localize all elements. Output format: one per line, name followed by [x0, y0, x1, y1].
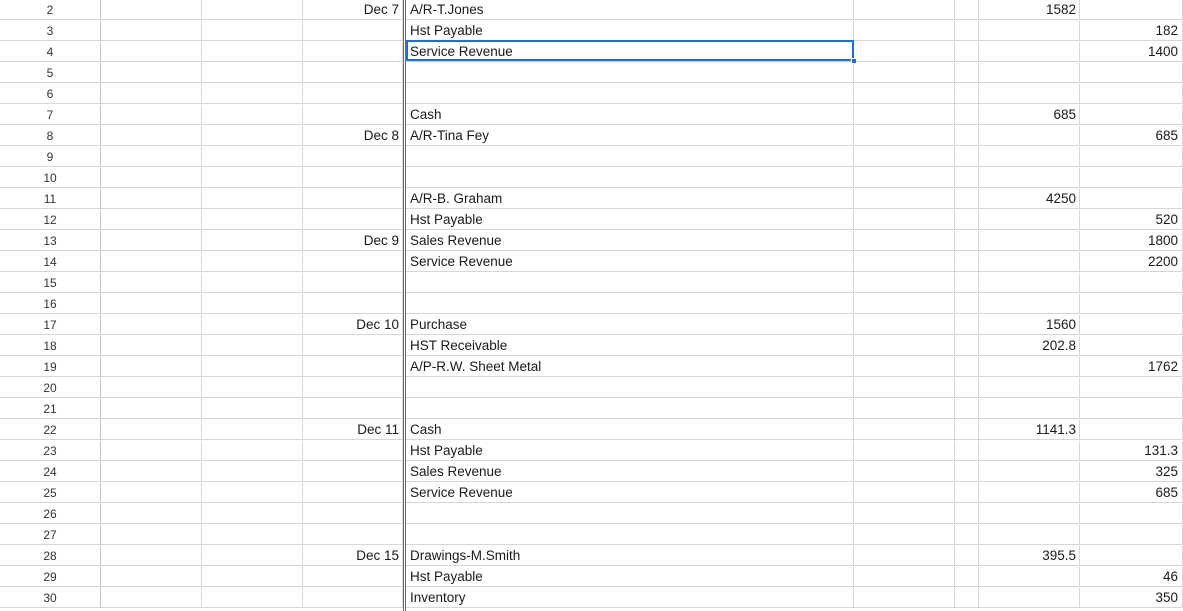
account-cell[interactable]: [406, 294, 854, 314]
account-cell[interactable]: Service Revenue: [406, 483, 854, 503]
cell[interactable]: [854, 462, 955, 482]
cell[interactable]: [202, 483, 303, 503]
date-cell[interactable]: [303, 357, 403, 377]
cell[interactable]: [101, 21, 202, 41]
table-row: [0, 588, 1183, 609]
cell[interactable]: [854, 231, 955, 251]
cell[interactable]: [854, 63, 955, 83]
debit-cell[interactable]: 395.5: [979, 546, 1080, 566]
credit-cell[interactable]: 685: [1080, 126, 1183, 146]
cell[interactable]: [202, 273, 303, 293]
cell[interactable]: [202, 84, 303, 104]
credit-cell[interactable]: [1080, 504, 1183, 524]
fill-handle[interactable]: [851, 58, 857, 64]
cell[interactable]: [955, 399, 979, 419]
account-cell[interactable]: [406, 168, 854, 188]
table-row: [0, 42, 1183, 63]
account-cell[interactable]: Purchase: [406, 315, 854, 335]
cell[interactable]: [854, 294, 955, 314]
date-cell[interactable]: [303, 273, 403, 293]
cell[interactable]: [202, 357, 303, 377]
date-cell[interactable]: [303, 399, 403, 419]
cell[interactable]: [955, 105, 979, 125]
date-cell[interactable]: [303, 504, 403, 524]
cell[interactable]: [854, 168, 955, 188]
credit-cell[interactable]: 685: [1080, 483, 1183, 503]
cell[interactable]: [854, 0, 955, 20]
date-cell[interactable]: [303, 336, 403, 356]
date-cell[interactable]: [303, 441, 403, 461]
credit-cell[interactable]: [1080, 168, 1183, 188]
date-cell[interactable]: Dec 11: [303, 420, 403, 440]
table-row: [0, 483, 1183, 504]
credit-cell[interactable]: [1080, 525, 1183, 545]
credit-cell[interactable]: 325: [1080, 462, 1183, 482]
row-header[interactable]: 11: [0, 189, 101, 209]
credit-cell[interactable]: [1080, 294, 1183, 314]
row-header[interactable]: 25: [0, 483, 101, 503]
row-header[interactable]: 29: [0, 567, 101, 587]
debit-cell[interactable]: [979, 294, 1080, 314]
date-cell[interactable]: [303, 105, 403, 125]
date-cell[interactable]: [303, 483, 403, 503]
credit-cell[interactable]: 1762: [1080, 357, 1183, 377]
cell[interactable]: [955, 420, 979, 440]
account-cell[interactable]: Service Revenue: [406, 42, 854, 62]
cell[interactable]: [854, 42, 955, 62]
row-header[interactable]: 4: [0, 42, 101, 62]
cell[interactable]: [101, 588, 202, 608]
cell[interactable]: [854, 525, 955, 545]
account-cell[interactable]: Cash: [406, 420, 854, 440]
row-header[interactable]: 3: [0, 21, 101, 41]
debit-cell[interactable]: [979, 504, 1080, 524]
debit-cell[interactable]: 202.8: [979, 336, 1080, 356]
row-header[interactable]: 7: [0, 105, 101, 125]
cell[interactable]: [202, 42, 303, 62]
cell[interactable]: [854, 210, 955, 230]
cell[interactable]: [202, 588, 303, 608]
table-row: [0, 378, 1183, 399]
account-cell[interactable]: [406, 84, 854, 104]
cell[interactable]: [101, 105, 202, 125]
cell[interactable]: [101, 294, 202, 314]
cell[interactable]: [955, 0, 979, 20]
double-border-line: [403, 0, 406, 611]
debit-cell[interactable]: [979, 63, 1080, 83]
cell[interactable]: [955, 294, 979, 314]
cell[interactable]: [955, 567, 979, 587]
cell[interactable]: [101, 210, 202, 230]
account-cell[interactable]: [406, 147, 854, 167]
row-header[interactable]: 17: [0, 315, 101, 335]
table-row: [0, 168, 1183, 189]
cell[interactable]: [955, 588, 979, 608]
cell[interactable]: [101, 525, 202, 545]
date-cell[interactable]: Dec 10: [303, 315, 403, 335]
cell[interactable]: [101, 315, 202, 335]
cell[interactable]: [955, 84, 979, 104]
debit-cell[interactable]: [979, 462, 1080, 482]
cell[interactable]: [955, 21, 979, 41]
date-cell[interactable]: [303, 567, 403, 587]
row-header[interactable]: 24: [0, 462, 101, 482]
cell[interactable]: [854, 420, 955, 440]
credit-cell[interactable]: [1080, 420, 1183, 440]
cell[interactable]: [854, 378, 955, 398]
cell[interactable]: [202, 462, 303, 482]
table-row: [0, 147, 1183, 168]
table-row: [0, 336, 1183, 357]
cell[interactable]: [101, 546, 202, 566]
account-cell[interactable]: Cash: [406, 105, 854, 125]
cell[interactable]: [955, 147, 979, 167]
date-cell[interactable]: [303, 84, 403, 104]
date-cell[interactable]: [303, 21, 403, 41]
table-row: [0, 399, 1183, 420]
cell[interactable]: [854, 336, 955, 356]
cell[interactable]: [202, 504, 303, 524]
row-header[interactable]: 9: [0, 147, 101, 167]
credit-cell[interactable]: [1080, 84, 1183, 104]
cell[interactable]: [955, 63, 979, 83]
table-row: [0, 504, 1183, 525]
cell[interactable]: [955, 168, 979, 188]
table-row: [0, 126, 1183, 147]
debit-cell[interactable]: [979, 168, 1080, 188]
debit-cell[interactable]: [979, 378, 1080, 398]
account-cell[interactable]: Inventory: [406, 588, 854, 608]
row-header[interactable]: 12: [0, 210, 101, 230]
debit-cell[interactable]: [979, 525, 1080, 545]
date-cell[interactable]: [303, 252, 403, 272]
row-header[interactable]: 15: [0, 273, 101, 293]
date-cell[interactable]: Dec 9: [303, 231, 403, 251]
account-cell[interactable]: [406, 525, 854, 545]
cell[interactable]: [202, 336, 303, 356]
cell[interactable]: [202, 0, 303, 20]
cell[interactable]: [955, 42, 979, 62]
date-cell[interactable]: [303, 42, 403, 62]
debit-cell[interactable]: [979, 483, 1080, 503]
table-row: [0, 294, 1183, 315]
cell[interactable]: [101, 0, 202, 20]
account-cell[interactable]: A/R-T.Jones: [406, 0, 854, 20]
account-cell[interactable]: Hst Payable: [406, 21, 854, 41]
debit-cell[interactable]: [979, 273, 1080, 293]
cell[interactable]: [202, 441, 303, 461]
account-cell[interactable]: A/R-B. Graham: [406, 189, 854, 209]
account-cell[interactable]: HST Receivable: [406, 336, 854, 356]
account-cell[interactable]: [406, 273, 854, 293]
row-header[interactable]: 22: [0, 420, 101, 440]
cell[interactable]: [202, 315, 303, 335]
row-header[interactable]: 16: [0, 294, 101, 314]
cell[interactable]: [955, 462, 979, 482]
credit-cell[interactable]: [1080, 315, 1183, 335]
row-header[interactable]: 5: [0, 63, 101, 83]
cell[interactable]: [101, 84, 202, 104]
cell[interactable]: [854, 483, 955, 503]
credit-cell[interactable]: 1400: [1080, 42, 1183, 62]
cell[interactable]: [955, 336, 979, 356]
cell[interactable]: [101, 273, 202, 293]
table-row: [0, 231, 1183, 252]
table-row: [0, 546, 1183, 567]
debit-cell[interactable]: [979, 441, 1080, 461]
cell[interactable]: [955, 357, 979, 377]
date-cell[interactable]: [303, 210, 403, 230]
debit-cell[interactable]: [979, 147, 1080, 167]
cell[interactable]: [955, 189, 979, 209]
credit-cell[interactable]: 520: [1080, 210, 1183, 230]
row-header[interactable]: 30: [0, 588, 101, 608]
date-cell[interactable]: Dec 15: [303, 546, 403, 566]
date-cell[interactable]: [303, 294, 403, 314]
row-header[interactable]: 23: [0, 441, 101, 461]
cell[interactable]: [854, 546, 955, 566]
cell[interactable]: [854, 273, 955, 293]
table-row: [0, 567, 1183, 588]
date-cell[interactable]: Dec 8: [303, 126, 403, 146]
cell[interactable]: [854, 567, 955, 587]
debit-cell[interactable]: [979, 588, 1080, 608]
table-row: [0, 357, 1183, 378]
credit-cell[interactable]: [1080, 273, 1183, 293]
table-row: [0, 420, 1183, 441]
debit-cell[interactable]: [979, 84, 1080, 104]
credit-cell[interactable]: [1080, 0, 1183, 20]
cell[interactable]: [202, 567, 303, 587]
cell[interactable]: [202, 294, 303, 314]
table-row: [0, 210, 1183, 231]
account-cell[interactable]: Hst Payable: [406, 441, 854, 461]
cell[interactable]: [101, 357, 202, 377]
cell[interactable]: [854, 315, 955, 335]
table-row: [0, 84, 1183, 105]
debit-cell[interactable]: [979, 21, 1080, 41]
cell[interactable]: [202, 525, 303, 545]
cell[interactable]: [101, 399, 202, 419]
credit-cell[interactable]: 350: [1080, 588, 1183, 608]
credit-cell[interactable]: [1080, 63, 1183, 83]
account-cell[interactable]: A/P-R.W. Sheet Metal: [406, 357, 854, 377]
debit-cell[interactable]: [979, 231, 1080, 251]
cell[interactable]: [202, 168, 303, 188]
date-cell[interactable]: [303, 525, 403, 545]
date-cell[interactable]: [303, 588, 403, 608]
cell[interactable]: [854, 21, 955, 41]
cell[interactable]: [854, 357, 955, 377]
cell[interactable]: [101, 504, 202, 524]
cell[interactable]: [955, 273, 979, 293]
date-cell[interactable]: [303, 462, 403, 482]
debit-cell[interactable]: [979, 252, 1080, 272]
credit-cell[interactable]: 46: [1080, 567, 1183, 587]
account-cell[interactable]: A/R-Tina Fey: [406, 126, 854, 146]
debit-cell[interactable]: [979, 210, 1080, 230]
row-header[interactable]: 8: [0, 126, 101, 146]
cell[interactable]: [101, 63, 202, 83]
date-cell[interactable]: [303, 378, 403, 398]
table-row: [0, 63, 1183, 84]
cell[interactable]: [101, 336, 202, 356]
cell[interactable]: [854, 126, 955, 146]
row-header[interactable]: 19: [0, 357, 101, 377]
cell[interactable]: [101, 189, 202, 209]
account-cell[interactable]: [406, 504, 854, 524]
cell[interactable]: [854, 588, 955, 608]
credit-cell[interactable]: [1080, 336, 1183, 356]
table-row: [0, 273, 1183, 294]
table-row: [0, 189, 1183, 210]
cell[interactable]: [854, 252, 955, 272]
date-cell[interactable]: Dec 7: [303, 0, 403, 20]
table-row: [0, 441, 1183, 462]
debit-cell[interactable]: [979, 399, 1080, 419]
row-header[interactable]: 27: [0, 525, 101, 545]
cell[interactable]: [202, 231, 303, 251]
cell[interactable]: [202, 189, 303, 209]
row-header[interactable]: 10: [0, 168, 101, 188]
credit-cell[interactable]: [1080, 399, 1183, 419]
cell[interactable]: [955, 504, 979, 524]
cell[interactable]: [955, 231, 979, 251]
account-cell[interactable]: Hst Payable: [406, 210, 854, 230]
account-cell[interactable]: [406, 399, 854, 419]
table-row: [0, 21, 1183, 42]
cell[interactable]: [202, 546, 303, 566]
cell[interactable]: [854, 84, 955, 104]
debit-cell[interactable]: [979, 42, 1080, 62]
credit-cell[interactable]: [1080, 378, 1183, 398]
cell[interactable]: [955, 252, 979, 272]
cell[interactable]: [101, 462, 202, 482]
cell[interactable]: [101, 378, 202, 398]
debit-cell[interactable]: [979, 357, 1080, 377]
cell[interactable]: [854, 147, 955, 167]
cell[interactable]: [101, 42, 202, 62]
cell[interactable]: [955, 378, 979, 398]
cell[interactable]: [955, 210, 979, 230]
credit-cell[interactable]: [1080, 189, 1183, 209]
table-row: [0, 315, 1183, 336]
cell[interactable]: [202, 147, 303, 167]
cell[interactable]: [854, 105, 955, 125]
cell[interactable]: [202, 399, 303, 419]
account-cell[interactable]: [406, 63, 854, 83]
account-cell[interactable]: Drawings-M.Smith: [406, 546, 854, 566]
cell[interactable]: [955, 525, 979, 545]
cell[interactable]: [955, 315, 979, 335]
row-header[interactable]: 21: [0, 399, 101, 419]
row-header[interactable]: 6: [0, 84, 101, 104]
table-row: [0, 462, 1183, 483]
account-cell[interactable]: Service Revenue: [406, 252, 854, 272]
row-header[interactable]: 18: [0, 336, 101, 356]
cell[interactable]: [101, 168, 202, 188]
table-row: [0, 252, 1183, 273]
debit-cell[interactable]: 1141.3: [979, 420, 1080, 440]
cell[interactable]: [101, 483, 202, 503]
row-header[interactable]: 20: [0, 378, 101, 398]
date-cell[interactable]: [303, 189, 403, 209]
cell[interactable]: [955, 546, 979, 566]
credit-cell[interactable]: 131.3: [1080, 441, 1183, 461]
debit-cell[interactable]: 1560: [979, 315, 1080, 335]
cell[interactable]: [955, 126, 979, 146]
cell[interactable]: [202, 420, 303, 440]
cell[interactable]: [955, 441, 979, 461]
cell[interactable]: [854, 441, 955, 461]
table-row: [0, 105, 1183, 126]
date-cell[interactable]: [303, 147, 403, 167]
cell[interactable]: [955, 483, 979, 503]
row-header[interactable]: 28: [0, 546, 101, 566]
credit-cell[interactable]: [1080, 546, 1183, 566]
cell[interactable]: [101, 567, 202, 587]
cell[interactable]: [202, 105, 303, 125]
row-header[interactable]: 26: [0, 504, 101, 524]
cell[interactable]: [101, 252, 202, 272]
row-header[interactable]: 13: [0, 231, 101, 251]
cell[interactable]: [202, 252, 303, 272]
debit-cell[interactable]: 4250: [979, 189, 1080, 209]
cell[interactable]: [854, 504, 955, 524]
date-cell[interactable]: [303, 63, 403, 83]
credit-cell[interactable]: [1080, 147, 1183, 167]
cell[interactable]: [854, 399, 955, 419]
cell[interactable]: [202, 378, 303, 398]
cell[interactable]: [854, 189, 955, 209]
debit-cell[interactable]: [979, 567, 1080, 587]
date-cell[interactable]: [303, 168, 403, 188]
account-cell[interactable]: Sales Revenue: [406, 462, 854, 482]
cell[interactable]: [101, 126, 202, 146]
credit-cell[interactable]: [1080, 105, 1183, 125]
table-row: [0, 525, 1183, 546]
credit-cell[interactable]: 2200: [1080, 252, 1183, 272]
debit-cell[interactable]: 1582: [979, 0, 1080, 20]
credit-cell[interactable]: 1800: [1080, 231, 1183, 251]
cell[interactable]: [202, 21, 303, 41]
cell[interactable]: [101, 441, 202, 461]
table-row: [0, 0, 1183, 21]
debit-cell[interactable]: 685: [979, 105, 1080, 125]
account-cell[interactable]: [406, 378, 854, 398]
cell[interactable]: [101, 147, 202, 167]
row-header[interactable]: 2: [0, 0, 101, 20]
credit-cell[interactable]: 182: [1080, 21, 1183, 41]
cell[interactable]: [202, 126, 303, 146]
account-cell[interactable]: Sales Revenue: [406, 231, 854, 251]
debit-cell[interactable]: [979, 126, 1080, 146]
cell[interactable]: [101, 231, 202, 251]
row-header[interactable]: 14: [0, 252, 101, 272]
account-cell[interactable]: Hst Payable: [406, 567, 854, 587]
cell[interactable]: [202, 63, 303, 83]
cell[interactable]: [202, 210, 303, 230]
cell[interactable]: [101, 420, 202, 440]
